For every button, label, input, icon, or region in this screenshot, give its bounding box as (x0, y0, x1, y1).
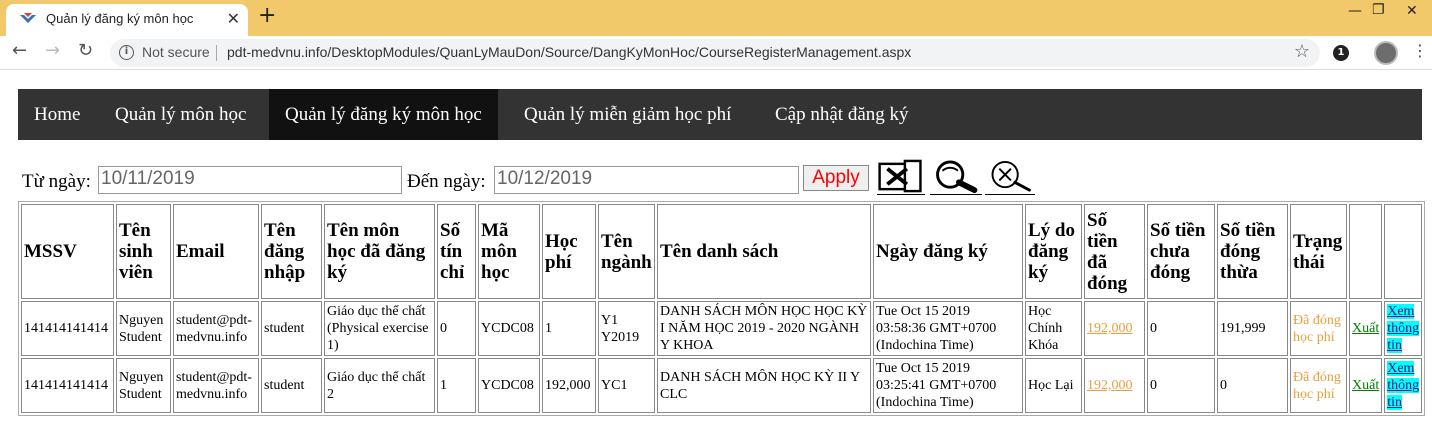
main-nav (18, 89, 1422, 140)
cell-amount-unpaid: 0 (1147, 358, 1215, 413)
cell-reason: Học Chính Khóa (1025, 301, 1082, 356)
menu-kebab-icon[interactable]: ⋮ (1412, 41, 1428, 60)
cell-fee: 1 (542, 301, 596, 356)
cell-course-code: YCDC08 (478, 358, 540, 413)
cell-major: YC1 (598, 358, 655, 413)
header-major: Tên ngành (598, 204, 655, 299)
tab-title: Quản lý đăng ký môn học (46, 11, 194, 26)
site-favicon-icon (20, 13, 36, 25)
to-date-input[interactable]: 10/12/2019 (494, 166, 799, 194)
header-username: Tên đăng nhập (261, 204, 322, 299)
url-text[interactable]: pdt-medvnu.info/DesktopModules/QuanLyMauDon/Source/DangKyMonHoc/CourseRegisterManagement.aspx (227, 44, 912, 60)
browser-tabbar (0, 0, 1432, 36)
cell-reason: Học Lại (1025, 358, 1082, 413)
cell-registration-date: Tue Oct 15 2019 03:25:41 GMT+0700 (Indochina Time) (873, 358, 1023, 413)
bookmark-star-icon[interactable]: ☆ (1293, 41, 1310, 62)
cell-amount-unpaid: 0 (1147, 301, 1215, 356)
header-mssv: MSSV (21, 204, 114, 299)
from-date-label: Từ ngày: (22, 171, 91, 192)
cell-student-name: Nguyen Student (116, 358, 171, 413)
from-date-input[interactable]: 10/11/2019 (98, 166, 402, 194)
nav-update-registration[interactable]: Cập nhật đăng ký (775, 104, 909, 125)
export-link[interactable]: Xuất (1352, 321, 1380, 336)
cell-mssv: 141414141414 (21, 301, 114, 356)
header-amount-unpaid: Số tiền chưa đóng (1147, 204, 1215, 299)
header-registration-date: Ngày đăng ký (873, 204, 1023, 299)
cell-mssv: 141414141414 (21, 358, 114, 413)
cell-credits: 1 (437, 358, 476, 413)
restore-icon[interactable]: ❐ (1372, 2, 1385, 18)
cell-status (1290, 358, 1347, 413)
header-course-name: Tên môn học đã đăng ký (324, 204, 435, 299)
header-export (1349, 204, 1382, 299)
cell-amount-paid (1084, 301, 1145, 356)
nav-tuition-exemption[interactable]: Quản lý miễn giảm học phí (524, 104, 732, 125)
cell-username: student (261, 301, 322, 356)
amount-paid-link[interactable]: 192,000 (1087, 378, 1133, 393)
cell-export (1349, 301, 1382, 356)
header-reason: Lý do đăng ký (1025, 204, 1082, 299)
omnibox-divider (216, 45, 217, 61)
cell-amount-paid (1084, 358, 1145, 413)
cell-course-code: YCDC08 (478, 301, 540, 356)
cell-list-name: DANH SÁCH MÔN HỌC KỲ II Y CLC (657, 358, 871, 413)
new-tab-icon[interactable]: + (258, 3, 277, 28)
cell-amount-overpaid: 191,999 (1217, 301, 1288, 356)
header-student-name: Tên sinh viên (116, 204, 171, 299)
forward-icon[interactable]: → (45, 40, 61, 61)
cell-view (1384, 358, 1422, 413)
reload-icon[interactable]: ↻ (78, 40, 94, 61)
header-amount-overpaid: Số tiền đóng thừa (1217, 204, 1288, 299)
header-email: Email (173, 204, 259, 299)
header-fee: Học phí (542, 204, 596, 299)
header-status: Trạng thái (1290, 204, 1347, 299)
extension-icon[interactable]: 1 (1333, 45, 1349, 61)
to-date-label: Đến ngày: (407, 171, 486, 192)
status-text: Đã đóng học phí (1293, 312, 1341, 345)
export-link[interactable]: Xuất (1352, 378, 1380, 393)
cell-username: student (261, 358, 322, 413)
view-info-link[interactable]: Xem thông tin (1387, 304, 1420, 353)
header-view (1384, 204, 1422, 299)
registration-table (18, 201, 1425, 416)
cell-amount-overpaid: 0 (1217, 358, 1288, 413)
header-credits: Số tín chỉ (437, 204, 476, 299)
info-icon[interactable]: i (119, 45, 134, 60)
cell-major: Y1 Y2019 (598, 301, 655, 356)
search-icon[interactable] (930, 159, 982, 195)
cell-export (1349, 358, 1382, 413)
clear-search-icon[interactable] (985, 159, 1035, 195)
table-row (21, 358, 1422, 413)
security-label[interactable]: Not secure (142, 44, 210, 60)
status-text: Đã đóng học phí (1293, 369, 1341, 402)
cell-credits: 0 (437, 301, 476, 356)
header-course-code: Mã môn học (478, 204, 540, 299)
table-header-row (21, 204, 1422, 299)
browser-tab[interactable] (6, 4, 248, 36)
cell-view (1384, 301, 1422, 356)
nav-home[interactable]: Home (34, 104, 81, 125)
header-amount-paid: Số tiền đã đóng (1084, 204, 1145, 299)
cell-course-name: Giáo dục thể chất 2 (324, 358, 435, 413)
tab-close-icon[interactable]: ✕ (226, 9, 240, 28)
header-list-name: Tên danh sách (657, 204, 871, 299)
amount-paid-link[interactable]: 192,000 (1087, 321, 1133, 336)
apply-button[interactable]: Apply (803, 165, 869, 191)
back-icon[interactable]: ← (12, 40, 28, 61)
cell-email: student@pdt-medvnu.info (173, 301, 259, 356)
nav-course-management[interactable]: Quản lý môn học (115, 104, 247, 125)
address-bar (0, 36, 1432, 70)
cell-fee: 192,000 (542, 358, 596, 413)
cell-registration-date: Tue Oct 15 2019 03:58:36 GMT+0700 (Indochina Time) (873, 301, 1023, 356)
table-row (21, 301, 1422, 356)
cell-student-name: Nguyen Student (116, 301, 171, 356)
cell-email: student@pdt-medvnu.info (173, 358, 259, 413)
cell-course-name: Giáo dục thể chất (Physical exercise 1) (324, 301, 435, 356)
cell-list-name: DANH SÁCH MÔN HỌC HỌC KỲ I NĂM HỌC 2019 - 2020 NGÀNH Y KHOA (657, 301, 871, 356)
omnibox[interactable] (110, 39, 1320, 67)
close-window-icon[interactable]: ✕ (1406, 3, 1418, 19)
excel-export-icon[interactable] (877, 159, 925, 195)
cell-status (1290, 301, 1347, 356)
nav-course-registration-management[interactable]: Quản lý đăng ký môn học (269, 89, 498, 140)
minimize-icon[interactable]: — (1348, 3, 1362, 19)
profile-avatar[interactable] (1374, 41, 1398, 65)
view-info-link[interactable]: Xem thông tin (1387, 361, 1420, 410)
